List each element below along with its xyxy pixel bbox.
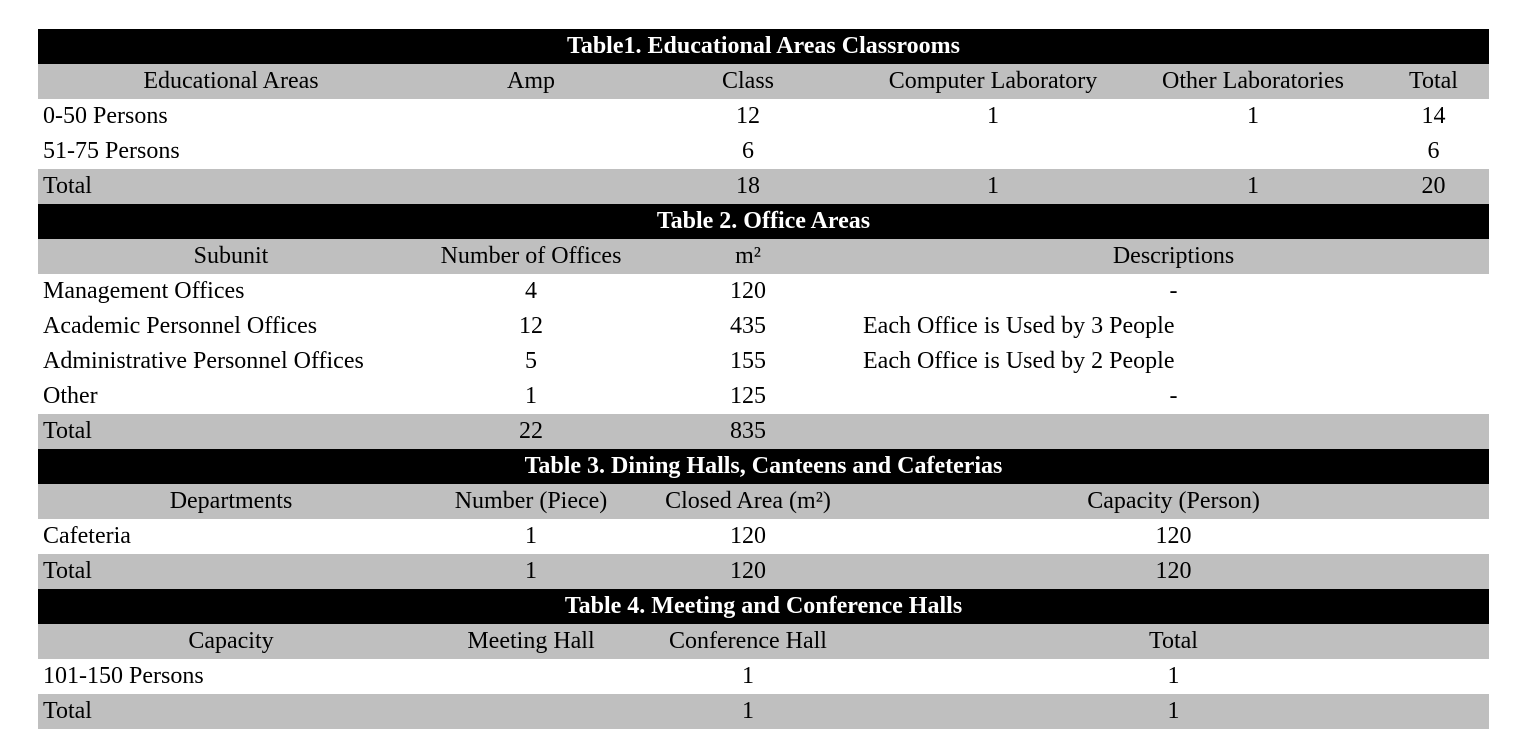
- table4-row: [38, 659, 1489, 694]
- table4-header-row: [38, 624, 1489, 659]
- table2-cell-description: -: [1169, 278, 1178, 304]
- table3-cell-closed-area: 120: [730, 558, 766, 584]
- table2-cell-number: 22: [519, 418, 543, 444]
- table2-cell-subunit: Management Offices: [43, 278, 245, 304]
- table1-cell-amp: [424, 134, 638, 169]
- table3-header-row: [38, 484, 1489, 519]
- table2-cell-description: -: [1169, 383, 1178, 409]
- table1-total-row: [38, 169, 1489, 204]
- table4-header-meeting-hall: Meeting Hall: [467, 628, 595, 654]
- table1-cell-total: 20: [1421, 173, 1446, 199]
- table2-header-row: [38, 239, 1489, 274]
- table1-cell-class: 12: [736, 103, 760, 129]
- table1-header-class: Class: [721, 68, 774, 94]
- table4-cell-conference-hall: 1: [742, 663, 754, 689]
- table4-header-total: Total: [1149, 628, 1198, 654]
- table2-cell-description: Each Office is Used by 3 People: [863, 313, 1175, 339]
- table2-header-descriptions: Descriptions: [1112, 243, 1235, 269]
- table3-header-number: Number (Piece): [454, 488, 608, 514]
- table1-cell-label: 51-75 Persons: [43, 138, 180, 164]
- table1-cell-class: 18: [736, 173, 760, 199]
- table2-cell-area: 155: [730, 348, 766, 374]
- table1-cell-amp: [424, 169, 638, 204]
- table1-header-computer-laboratory: Computer Laboratory: [888, 68, 1098, 94]
- table3-cell-capacity: 120: [1155, 558, 1192, 584]
- table4-header-capacity: Capacity: [188, 628, 274, 654]
- table2-cell-subunit: Academic Personnel Offices: [43, 313, 318, 339]
- table4-cell-meeting-hall: [424, 659, 638, 694]
- table4-title: Table 4. Meeting and Conference Halls: [38, 589, 1489, 624]
- table2-cell-description: [858, 414, 1489, 449]
- table3-cell-capacity: 120: [1155, 523, 1192, 549]
- table4-cell-conference-hall: 1: [742, 698, 754, 724]
- table2-cell-number: 12: [519, 313, 543, 339]
- table3-cell-department: Total: [43, 558, 92, 584]
- table2-cell-area: 120: [730, 278, 766, 304]
- table1-cell-computer-lab: [858, 134, 1128, 169]
- table1-cell-amp: [424, 99, 638, 134]
- table2-row: [38, 274, 1489, 309]
- table1-cell-other-lab: 1: [1247, 173, 1259, 199]
- table2-row: [38, 344, 1489, 379]
- table2-cell-number: 5: [525, 348, 537, 374]
- table1-cell-class: 6: [742, 138, 754, 164]
- table1-cell-other-lab: 1: [1247, 103, 1259, 129]
- table1-header-total: Total: [1409, 68, 1458, 94]
- table2-cell-area: 125: [730, 383, 766, 409]
- table3-cell-closed-area: 120: [730, 523, 766, 549]
- table3-header-closed-area: Closed Area (m²): [665, 488, 831, 514]
- table1-row: [38, 134, 1489, 169]
- table4-cell-total: 1: [1167, 698, 1180, 724]
- table1-title: Table1. Educational Areas Classrooms: [38, 29, 1489, 64]
- table2-cell-area: 435: [730, 313, 766, 339]
- table1-header-row: [38, 64, 1489, 99]
- table2-cell-area: 835: [730, 418, 766, 444]
- table2-title: Table 2. Office Areas: [38, 204, 1489, 239]
- table3-row: [38, 519, 1489, 554]
- table3-header-departments: Departments: [169, 488, 293, 514]
- table2-row: [38, 309, 1489, 344]
- table1-cell-label: Total: [43, 173, 92, 199]
- table1-cell-computer-lab: 1: [987, 103, 999, 129]
- table2-cell-number: 4: [525, 278, 537, 304]
- table2-cell-subunit: Total: [43, 418, 92, 444]
- table2-cell-subunit: Administrative Personnel Offices: [43, 348, 364, 374]
- table3-title: Table 3. Dining Halls, Canteens and Cafeterias: [38, 449, 1489, 484]
- table2-cell-subunit: Other: [43, 383, 98, 409]
- tables-sheet: [38, 29, 1489, 729]
- table1-cell-total: 6: [1427, 138, 1440, 164]
- table2-cell-description: Each Office is Used by 2 People: [863, 348, 1175, 374]
- table4-total-row: [38, 694, 1489, 729]
- table2-header-number-of-offices: Number of Offices: [440, 243, 622, 269]
- table3-header-capacity: Capacity (Person): [1087, 488, 1260, 514]
- table2-row: [38, 379, 1489, 414]
- table3-cell-number: 1: [525, 523, 537, 549]
- table3-cell-number: 1: [525, 558, 537, 584]
- table4-cell-total: 1: [1167, 663, 1180, 689]
- table2-cell-number: 1: [525, 383, 537, 409]
- table1-row: [38, 99, 1489, 134]
- table3-total-row: [38, 554, 1489, 589]
- table2-header-subunit: Subunit: [193, 243, 269, 269]
- table1-cell-label: 0-50 Persons: [43, 103, 168, 129]
- table1-cell-other-lab: [1128, 134, 1378, 169]
- table4-cell-meeting-hall: [424, 694, 638, 729]
- table1-header-other-laboratories: Other Laboratories: [1162, 68, 1344, 94]
- table1-cell-computer-lab: 1: [987, 173, 999, 199]
- table1-header-amp: Amp: [507, 68, 555, 94]
- table1-cell-total: 14: [1421, 103, 1446, 129]
- table4-cell-capacity: 101-150 Persons: [43, 663, 204, 689]
- table1-header-educational-areas: Educational Areas: [143, 68, 319, 94]
- table4-cell-capacity: Total: [43, 698, 92, 724]
- table3-cell-department: Cafeteria: [43, 523, 131, 549]
- table4-header-conference-hall: Conference Hall: [669, 628, 827, 654]
- table2-total-row: [38, 414, 1489, 449]
- table2-header-area: m²: [735, 243, 761, 269]
